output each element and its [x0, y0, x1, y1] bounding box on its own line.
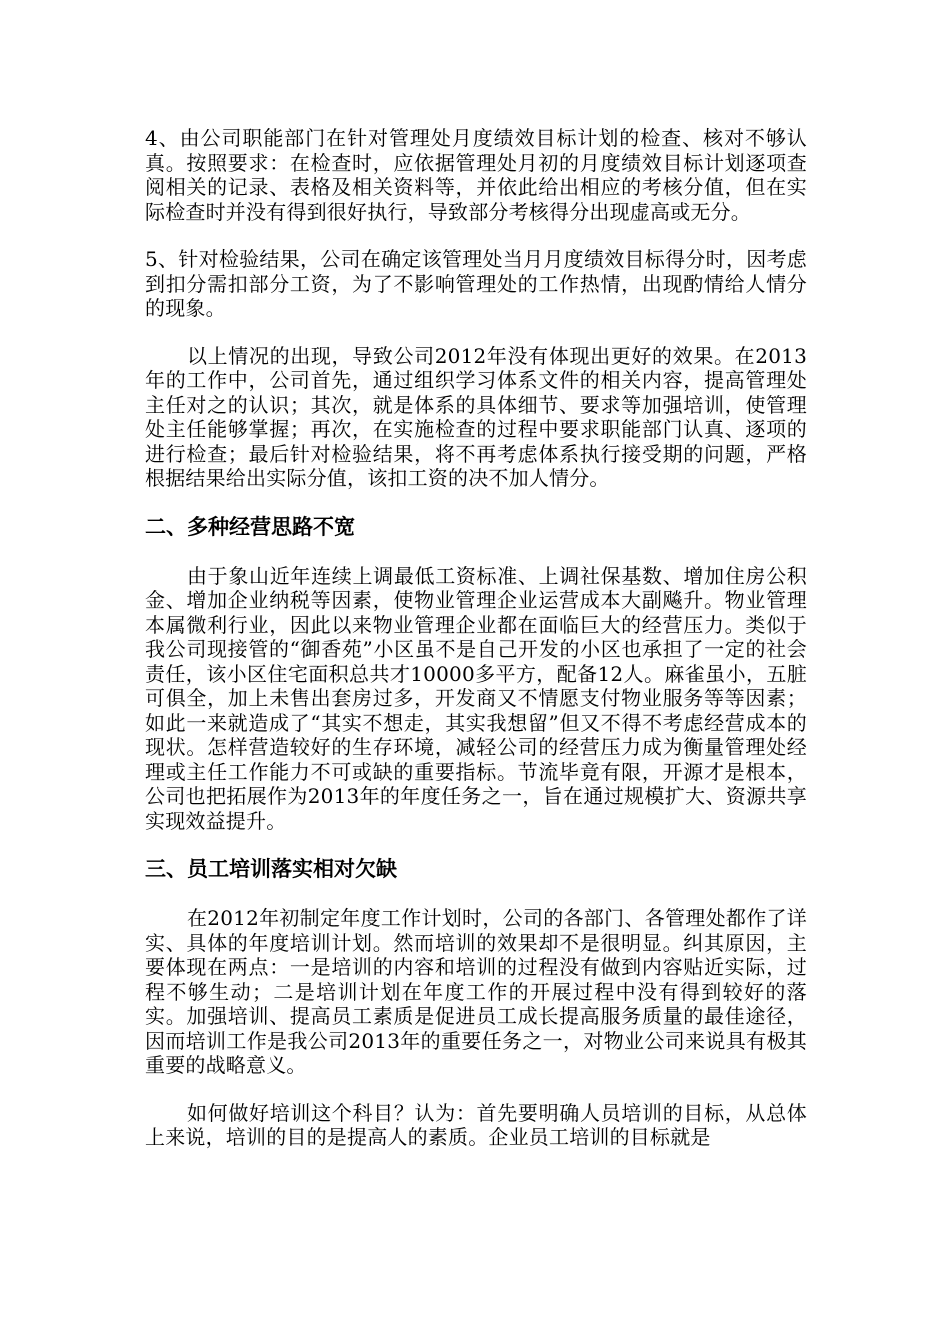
paragraph-item-4: 4、由公司职能部门在针对管理处月度绩效目标计划的检查、核对不够认真。按照要求：在检查时，应依据管理处月初的月度绩效目标计划逐项查阅相关的记录、表格及相关资料等，并依此给出相应的考核分值，但在实际检查时并没有得到很好执行，导致部分考核得分出现虚高或无分。: [145, 126, 807, 224]
paragraph-training-how: 如何做好培训这个科目？认为：首先要明确人员培训的目标，从总体上来说，培训的目的是提高人的素质。企业员工培训的目标就是: [145, 1100, 807, 1149]
paragraph-business: 由于象山近年连续上调最低工资标准、上调社保基数、增加住房公积金、增加企业纳税等因素，使物业管理企业运营成本大副飚升。物业管理本属微利行业，因此以来物业管理企业都在面临巨大的经营压力。类似于我公司现接管的“御香苑”小区虽不是自己开发的小区也承担了一定的社会责任，该小区住宅面积总共才10000多平方，配备12人。麻雀虽小，五脏可俱全，加上未售出套房过多，开发商又不情愿支付物业服务等等因素；如此一来就造成了“其实不想走，其实我想留”但又不得不考虑经营成本的现状。怎样营造较好的生存环境，减轻公司的经营压力成为衡量管理处经理或主任工作能力不可或缺的重要指标。节流毕竟有限，开源才是根本，公司也把拓展作为2013年的年度任务之一，旨在通过规模扩大、资源共享实现效益提升。: [145, 563, 807, 833]
section-heading-3: 三、员工培训落实相对欠缺: [145, 857, 397, 881]
document-page: [145, 126, 807, 1173]
paragraph-item-5: 5、针对检验结果，公司在确定该管理处当月月度绩效目标得分时，因考虑到扣分需扣部分工资，为了不影响管理处的工作热情，出现酌情给人情分的现象。: [145, 247, 807, 320]
paragraph-training: 在2012年初制定年度工作计划时，公司的各部门、各管理处都作了详实、具体的年度培训计划。然而培训的效果却不是很明显。纠其原因，主要体现在两点：一是培训的内容和培训的过程没有做到内容贴近实际，过程不够生动；二是培训计划在年度工作的开展过程中没有得到较好的落实。加强培训、提高员工素质是促进员工成长提高服务质量的最佳途径，因而培训工作是我公司2013年的重要任务之一，对物业公司来说具有极其重要的战略意义。: [145, 906, 807, 1077]
paragraph-summary: 以上情况的出现，导致公司2012年没有体现出更好的效果。在2013年的工作中，公司首先，通过组织学习体系文件的相关内容，提高管理处主任对之的认识；其次，就是体系的具体细节、要求等加强培训，使管理处主任能够掌握；再次，在实施检查的过程中要求职能部门认真、逐项的进行检查；最后针对检验结果，将不再考虑体系执行接受期的问题，严格根据结果给出实际分值，该扣工资的决不加人情分。: [145, 343, 807, 490]
section-heading-2: 二、多种经营思路不宽: [145, 514, 355, 539]
